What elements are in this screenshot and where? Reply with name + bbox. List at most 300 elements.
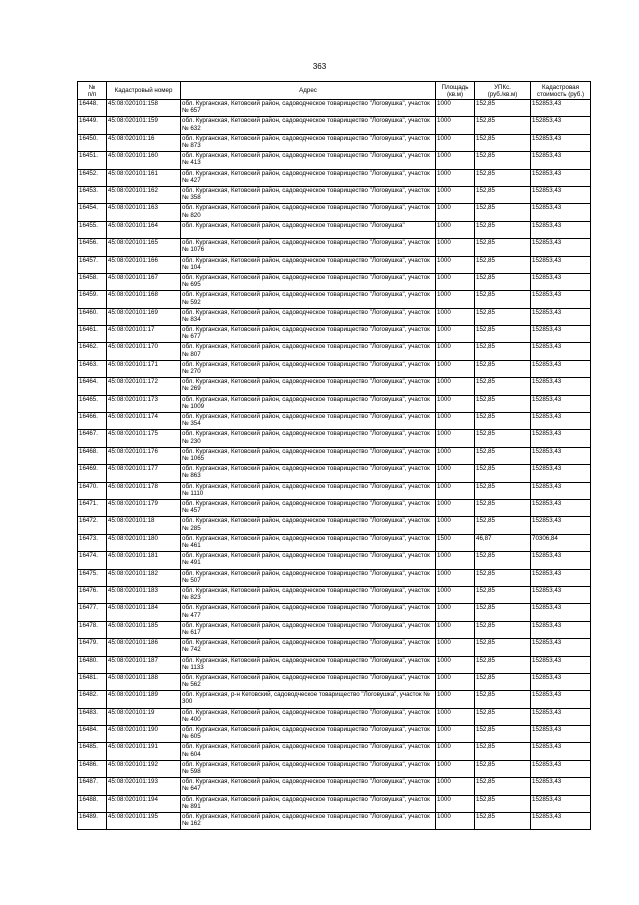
cell-cadastral-number: 45:08:020101:178 [107, 482, 181, 499]
cell-cadastral-number: 45:08:020101:195 [107, 813, 181, 830]
cell-cadastral-value: 152853,43 [531, 778, 591, 795]
cell-cadastral-value: 152853,43 [531, 656, 591, 673]
cell-address: обл. Курганская, Кетовский район, садоводческое товарищество "Логовушка", участок № 1009 [181, 395, 436, 412]
cell-row-number: 16473. [78, 534, 107, 551]
header-address: Адрес [181, 82, 436, 100]
cell-area: 1000 [436, 499, 475, 516]
table-row [78, 169, 591, 186]
cell-area: 1000 [436, 708, 475, 725]
cell-cadastral-number: 45:08:020101:184 [107, 604, 181, 621]
cell-address: обл. Курганская, Кетовский район, садоводческое товарищество "Логовушка", участок № 285 [181, 517, 436, 534]
cell-area: 1000 [436, 186, 475, 203]
table-row [78, 569, 591, 586]
cell-row-number: 16454. [78, 204, 107, 221]
cell-area: 1000 [436, 517, 475, 534]
cell-row-number: 16449. [78, 117, 107, 134]
table-body [78, 100, 591, 830]
cell-area: 1000 [436, 813, 475, 830]
table-row [78, 413, 591, 430]
cell-area: 1000 [436, 291, 475, 308]
cell-upks: 152,85 [475, 152, 531, 169]
cell-address: обл. Курганская, Кетовский район, садоводческое товарищество "Логовушка", участок № 647 [181, 778, 436, 795]
cell-address: обл. Курганская, Кетовский район, садоводческое товарищество "Логовушка", участок № 742 [181, 639, 436, 656]
cell-row-number: 16462. [78, 343, 107, 360]
cell-row-number: 16488. [78, 795, 107, 812]
table-row [78, 152, 591, 169]
table-row [78, 639, 591, 656]
cell-upks: 152,85 [475, 326, 531, 343]
cell-upks: 152,85 [475, 221, 531, 238]
cell-area: 1000 [436, 204, 475, 221]
cell-row-number: 16479. [78, 639, 107, 656]
cell-area: 1000 [436, 656, 475, 673]
cell-cadastral-value: 152853,43 [531, 134, 591, 151]
cell-upks: 152,85 [475, 586, 531, 603]
cell-cadastral-number: 45:08:020101:174 [107, 413, 181, 430]
cell-cadastral-value: 152853,43 [531, 708, 591, 725]
cell-row-number: 16482. [78, 691, 107, 708]
cell-cadastral-number: 45:08:020101:182 [107, 569, 181, 586]
cell-cadastral-number: 45:08:020101:18 [107, 517, 181, 534]
cell-cadastral-number: 45:08:020101:170 [107, 343, 181, 360]
table-row [78, 430, 591, 447]
cell-address: обл. Курганская, р-н Кетовский, садоводческое товарищество "Логовушка", участок № 300 [181, 691, 436, 708]
cell-cadastral-value: 152853,43 [531, 204, 591, 221]
cell-address: обл. Курганская, Кетовский район, садоводческое товарищество "Логовушка", участок № 162 [181, 813, 436, 830]
cell-area: 1500 [436, 534, 475, 551]
page-number: 363 [312, 62, 327, 71]
cell-cadastral-number: 45:08:020101:160 [107, 152, 181, 169]
cell-upks: 152,85 [475, 100, 531, 117]
cell-address: обл. Курганская, Кетовский район, садоводческое товарищество "Логовушка", участок № 695 [181, 273, 436, 290]
cell-row-number: 16459. [78, 291, 107, 308]
cell-upks: 152,85 [475, 691, 531, 708]
cell-cadastral-value: 152853,43 [531, 726, 591, 743]
cell-row-number: 16458. [78, 273, 107, 290]
cell-address: обл. Курганская, Кетовский район, садоводческое товарищество "Логовушка", участок № 891 [181, 795, 436, 812]
cell-row-number: 16476. [78, 586, 107, 603]
cell-address: обл. Курганская, Кетовский район, садоводческое товарищество "Логовушка", участок № 413 [181, 152, 436, 169]
cell-area: 1000 [436, 134, 475, 151]
cadastral-table [77, 81, 591, 830]
table-row [78, 134, 591, 151]
cell-cadastral-value: 152853,43 [531, 499, 591, 516]
cell-cadastral-value: 152853,43 [531, 378, 591, 395]
cell-address: обл. Курганская, Кетовский район, садоводческое товарищество "Логовушка", участок № 823 [181, 586, 436, 603]
cell-area: 1000 [436, 343, 475, 360]
cell-cadastral-number: 45:08:020101:175 [107, 430, 181, 447]
table-row [78, 395, 591, 412]
cell-address: обл. Курганская, Кетовский район, садоводческое товарищество "Логовушка", участок № 477 [181, 604, 436, 621]
table-row [78, 447, 591, 464]
cell-cadastral-value: 152853,43 [531, 743, 591, 760]
cell-area: 1000 [436, 221, 475, 238]
cell-row-number: 16452. [78, 169, 107, 186]
cell-cadastral-value: 152853,43 [531, 239, 591, 256]
cell-upks: 152,85 [475, 482, 531, 499]
cell-area: 1000 [436, 743, 475, 760]
cell-area: 1000 [436, 691, 475, 708]
table-row [78, 517, 591, 534]
cell-cadastral-value: 152853,43 [531, 152, 591, 169]
cell-upks: 152,85 [475, 343, 531, 360]
cell-row-number: 16468. [78, 447, 107, 464]
cell-cadastral-value: 152853,43 [531, 100, 591, 117]
cell-area: 1000 [436, 726, 475, 743]
cell-cadastral-number: 45:08:020101:173 [107, 395, 181, 412]
cell-address: обл. Курганская, Кетовский район, садоводческое товарищество "Логовушка", участок № 461 [181, 534, 436, 551]
cell-area: 1000 [436, 447, 475, 464]
cell-cadastral-value: 152853,43 [531, 413, 591, 430]
table-row [78, 621, 591, 638]
cell-upks: 152,85 [475, 726, 531, 743]
cell-cadastral-value: 152853,43 [531, 256, 591, 273]
cell-upks: 152,85 [475, 447, 531, 464]
cell-cadastral-value: 152853,43 [531, 360, 591, 377]
cell-cadastral-value: 152853,43 [531, 621, 591, 638]
table-row [78, 586, 591, 603]
cell-cadastral-number: 45:08:020101:172 [107, 378, 181, 395]
header-num: № п/п [78, 82, 107, 100]
cell-upks: 152,85 [475, 256, 531, 273]
cell-cadastral-number: 45:08:020101:185 [107, 621, 181, 638]
cell-cadastral-value: 152853,43 [531, 639, 591, 656]
cell-cadastral-value: 152853,43 [531, 465, 591, 482]
cell-area: 1000 [436, 760, 475, 777]
cell-upks: 152,85 [475, 186, 531, 203]
table-row [78, 465, 591, 482]
cell-area: 1000 [436, 586, 475, 603]
cell-row-number: 16450. [78, 134, 107, 151]
cell-address: обл. Курганская, Кетовский район, садоводческое товарищество "Логовушка", участок № 1110 [181, 482, 436, 499]
cell-row-number: 16453. [78, 186, 107, 203]
cell-cadastral-value: 152853,43 [531, 308, 591, 325]
table-row [78, 256, 591, 273]
table-row [78, 221, 591, 238]
cell-row-number: 16469. [78, 465, 107, 482]
cell-address: обл. Курганская, Кетовский район, садоводческое товарищество "Логовушка", участок № 1133 [181, 656, 436, 673]
cell-address: обл. Курганская, Кетовский район, садоводческое товарищество "Логовушка", участок № 677 [181, 326, 436, 343]
cell-address: обл. Курганская, Кетовский район, садоводческое товарищество "Логовушка", участок № 358 [181, 186, 436, 203]
cell-upks: 152,85 [475, 291, 531, 308]
cell-area: 1000 [436, 778, 475, 795]
cell-row-number: 16448. [78, 100, 107, 117]
cell-cadastral-value: 152853,43 [531, 326, 591, 343]
cell-address: обл. Курганская, Кетовский район, садоводческое товарищество "Логовушка", участок № 507 [181, 569, 436, 586]
cell-area: 1000 [436, 604, 475, 621]
cell-cadastral-value: 152853,43 [531, 813, 591, 830]
cell-row-number: 16470. [78, 482, 107, 499]
cell-address: обл. Курганская, Кетовский район, садоводческое товарищество "Логовушка", участок № 562 [181, 673, 436, 690]
cell-upks: 152,85 [475, 760, 531, 777]
cell-cadastral-number: 45:08:020101:190 [107, 726, 181, 743]
cell-upks: 152,85 [475, 378, 531, 395]
cell-area: 1000 [436, 273, 475, 290]
cell-row-number: 16457. [78, 256, 107, 273]
cell-address: обл. Курганская, Кетовский район, садоводческое товарищество "Логовушка", участок № 457 [181, 499, 436, 516]
cell-row-number: 16474. [78, 552, 107, 569]
cell-cadastral-value: 152853,43 [531, 291, 591, 308]
cell-upks: 152,85 [475, 813, 531, 830]
cell-area: 1000 [436, 169, 475, 186]
cell-address: обл. Курганская, Кетовский район, садоводческое товарищество "Логовушка", участок № 604 [181, 743, 436, 760]
cell-upks: 152,85 [475, 708, 531, 725]
cell-address: обл. Курганская, Кетовский район, садоводческое товарищество "Логовушка", участок № 807 [181, 343, 436, 360]
cell-upks: 152,85 [475, 465, 531, 482]
cell-area: 1000 [436, 569, 475, 586]
cell-address: обл. Курганская, Кетовский район, садоводческое товарищество "Логовушка", участок № 605 [181, 726, 436, 743]
table-row [78, 326, 591, 343]
cell-cadastral-value: 152853,43 [531, 517, 591, 534]
cell-cadastral-number: 45:08:020101:180 [107, 534, 181, 551]
cell-row-number: 16478. [78, 621, 107, 638]
cell-address: обл. Курганская, Кетовский район, садоводческое товарищество "Логовушка", участок № 104 [181, 256, 436, 273]
cell-cadastral-number: 45:08:020101:165 [107, 239, 181, 256]
cell-address: обл. Курганская, Кетовский район, садоводческое товарищество "Логовушка", участок № 592 [181, 291, 436, 308]
cell-area: 1000 [436, 152, 475, 169]
cell-upks: 152,85 [475, 413, 531, 430]
cell-cadastral-number: 45:08:020101:162 [107, 186, 181, 203]
cell-upks: 152,85 [475, 673, 531, 690]
cell-row-number: 16466. [78, 413, 107, 430]
table-row [78, 708, 591, 725]
cell-area: 1000 [436, 326, 475, 343]
cell-cadastral-value: 152853,43 [531, 604, 591, 621]
cell-area: 1000 [436, 256, 475, 273]
cell-cadastral-number: 45:08:020101:189 [107, 691, 181, 708]
cell-cadastral-value: 152853,43 [531, 795, 591, 812]
cell-cadastral-number: 45:08:020101:17 [107, 326, 181, 343]
cell-cadastral-value: 152853,43 [531, 586, 591, 603]
table-header-row [78, 82, 591, 100]
cell-address: обл. Курганская, Кетовский район, садоводческое товарищество "Логовушка", участок № 491 [181, 552, 436, 569]
cell-row-number: 16484. [78, 726, 107, 743]
cell-area: 1000 [436, 378, 475, 395]
cell-area: 1000 [436, 308, 475, 325]
table-row [78, 239, 591, 256]
table-row [78, 604, 591, 621]
cell-address: обл. Курганская, Кетовский район, садоводческое товарищество "Логовушка", участок № 834 [181, 308, 436, 325]
cell-address: обл. Курганская, Кетовский район, садоводческое товарищество "Логовушка", участок № 657 [181, 100, 436, 117]
cell-upks: 152,85 [475, 273, 531, 290]
cell-row-number: 16451. [78, 152, 107, 169]
cell-upks: 152,85 [475, 117, 531, 134]
table-row [78, 499, 591, 516]
cell-cadastral-value: 152853,43 [531, 569, 591, 586]
cell-cadastral-value: 152853,43 [531, 760, 591, 777]
table-row [78, 117, 591, 134]
table-row [78, 760, 591, 777]
cell-address: обл. Курганская, Кетовский район, садоводческое товарищество "Логовушка", участок № 1065 [181, 447, 436, 464]
cell-cadastral-number: 45:08:020101:177 [107, 465, 181, 482]
cell-row-number: 16487. [78, 778, 107, 795]
table-row [78, 343, 591, 360]
cell-cadastral-number: 45:08:020101:183 [107, 586, 181, 603]
cell-upks: 152,85 [475, 795, 531, 812]
header-upks: УПКс. (руб./кв.м) [475, 82, 531, 100]
cell-upks: 152,85 [475, 430, 531, 447]
cell-address: обл. Курганская, Кетовский район, садоводческое товарищество "Логовушка", участок № 230 [181, 430, 436, 447]
cell-cadastral-number: 45:08:020101:159 [107, 117, 181, 134]
cell-address: обл. Курганская, Кетовский район, садоводческое товарищество "Логовушка", участок № 820 [181, 204, 436, 221]
cell-cadastral-number: 45:08:020101:158 [107, 100, 181, 117]
cell-address: обл. Курганская, Кетовский район, садоводческое товарищество "Логовушка", участок № 863 [181, 465, 436, 482]
cell-upks: 152,85 [475, 169, 531, 186]
table-row [78, 534, 591, 551]
cell-row-number: 16475. [78, 569, 107, 586]
cell-cadastral-number: 45:08:020101:169 [107, 308, 181, 325]
cell-cadastral-number: 45:08:020101:168 [107, 291, 181, 308]
cell-cadastral-value: 152853,43 [531, 221, 591, 238]
cell-address: обл. Курганская, Кетовский район, садоводческое товарищество "Логовушка", участок № 400 [181, 708, 436, 725]
cell-area: 1000 [436, 395, 475, 412]
header-cadastral-value: Кадастровая стоимость (руб.) [531, 82, 591, 100]
cell-upks: 152,85 [475, 308, 531, 325]
header-cadastral-number: Кадастровый номер [107, 82, 181, 100]
cell-area: 1000 [436, 430, 475, 447]
cell-address: обл. Курганская, Кетовский район, садоводческое товарищество "Логовушка", участок № 598 [181, 760, 436, 777]
cell-address: обл. Курганская, Кетовский район, садоводческое товарищество "Логовушка", участок № 269 [181, 378, 436, 395]
cell-cadastral-number: 45:08:020101:179 [107, 499, 181, 516]
cell-row-number: 16464. [78, 378, 107, 395]
cell-area: 1000 [436, 413, 475, 430]
cell-cadastral-number: 45:08:020101:192 [107, 760, 181, 777]
cell-cadastral-value: 152853,43 [531, 273, 591, 290]
cell-cadastral-value: 152853,43 [531, 552, 591, 569]
cell-address: обл. Курганская, Кетовский район, садоводческое товарищество "Логовушка", участок № 873 [181, 134, 436, 151]
cell-cadastral-value: 152853,43 [531, 447, 591, 464]
cell-row-number: 16467. [78, 430, 107, 447]
cell-cadastral-value: 152853,43 [531, 395, 591, 412]
cell-area: 1000 [436, 673, 475, 690]
cell-row-number: 16455. [78, 221, 107, 238]
cell-upks: 152,85 [475, 517, 531, 534]
cell-cadastral-number: 45:08:020101:166 [107, 256, 181, 273]
cell-cadastral-number: 45:08:020101:16 [107, 134, 181, 151]
table-row [78, 291, 591, 308]
header-area: Площадь (кв.м) [436, 82, 475, 100]
table-row [78, 378, 591, 395]
cell-cadastral-number: 45:08:020101:191 [107, 743, 181, 760]
cell-cadastral-number: 45:08:020101:163 [107, 204, 181, 221]
cell-upks: 152,85 [475, 552, 531, 569]
cell-area: 1000 [436, 117, 475, 134]
cell-row-number: 16481. [78, 673, 107, 690]
cell-address: обл. Курганская, Кетовский район, садоводческое товарищество "Логовушка", участок № 270 [181, 360, 436, 377]
cell-cadastral-value: 152853,43 [531, 343, 591, 360]
cell-cadastral-value: 152853,43 [531, 169, 591, 186]
table-row [78, 813, 591, 830]
table-row [78, 691, 591, 708]
cell-row-number: 16485. [78, 743, 107, 760]
cell-address: обл. Курганская, Кетовский район, садоводческое товарищество "Логовушка", участок № 617 [181, 621, 436, 638]
cell-cadastral-number: 45:08:020101:19 [107, 708, 181, 725]
table-row [78, 743, 591, 760]
cell-area: 1000 [436, 239, 475, 256]
table-row [78, 360, 591, 377]
cell-row-number: 16460. [78, 308, 107, 325]
table-row [78, 656, 591, 673]
table-row [78, 552, 591, 569]
table-row [78, 186, 591, 203]
cell-row-number: 16477. [78, 604, 107, 621]
cell-upks: 152,85 [475, 360, 531, 377]
cell-address: обл. Курганская, Кетовский район, садоводческое товарищество "Логовушка", участок № 632 [181, 117, 436, 134]
cell-upks: 152,85 [475, 569, 531, 586]
table-row [78, 308, 591, 325]
cell-cadastral-value: 152853,43 [531, 430, 591, 447]
cell-upks: 152,85 [475, 656, 531, 673]
cell-upks: 152,85 [475, 499, 531, 516]
cell-upks: 152,85 [475, 778, 531, 795]
cell-upks: 152,85 [475, 134, 531, 151]
cell-upks: 152,85 [475, 621, 531, 638]
cell-cadastral-number: 45:08:020101:171 [107, 360, 181, 377]
table-row [78, 100, 591, 117]
cell-cadastral-number: 45:08:020101:164 [107, 221, 181, 238]
table-row [78, 273, 591, 290]
table-row [78, 482, 591, 499]
cell-row-number: 16489. [78, 813, 107, 830]
table-row [78, 778, 591, 795]
table-row [78, 726, 591, 743]
cell-cadastral-number: 45:08:020101:167 [107, 273, 181, 290]
cell-cadastral-value: 152853,43 [531, 117, 591, 134]
table-row [78, 673, 591, 690]
cell-row-number: 16486. [78, 760, 107, 777]
cell-area: 1000 [436, 552, 475, 569]
cell-area: 1000 [436, 465, 475, 482]
cell-upks: 152,85 [475, 743, 531, 760]
cell-row-number: 16465. [78, 395, 107, 412]
cell-cadastral-number: 45:08:020101:181 [107, 552, 181, 569]
cell-cadastral-number: 45:08:020101:161 [107, 169, 181, 186]
cell-row-number: 16480. [78, 656, 107, 673]
cell-row-number: 16471. [78, 499, 107, 516]
cell-cadastral-number: 45:08:020101:194 [107, 795, 181, 812]
table-row [78, 795, 591, 812]
cell-cadastral-number: 45:08:020101:193 [107, 778, 181, 795]
cell-row-number: 16483. [78, 708, 107, 725]
cell-cadastral-number: 45:08:020101:187 [107, 656, 181, 673]
cell-cadastral-value: 70306,84 [531, 534, 591, 551]
cell-cadastral-value: 152853,43 [531, 673, 591, 690]
cell-upks: 152,85 [475, 239, 531, 256]
cell-address: обл. Курганская, Кетовский район, садоводческое товарищество "Логовушка", участок № 1076 [181, 239, 436, 256]
cell-address: обл. Курганская, Кетовский район, садоводческое товарищество "Логовушка", участок № 427 [181, 169, 436, 186]
cell-area: 1000 [436, 621, 475, 638]
cell-upks: 152,85 [475, 395, 531, 412]
cell-row-number: 16463. [78, 360, 107, 377]
cell-cadastral-number: 45:08:020101:186 [107, 639, 181, 656]
cell-upks: 152,85 [475, 204, 531, 221]
cell-upks: 46,87 [475, 534, 531, 551]
cell-area: 1000 [436, 482, 475, 499]
cell-cadastral-number: 45:08:020101:188 [107, 673, 181, 690]
cell-cadastral-value: 152853,43 [531, 186, 591, 203]
cell-area: 1000 [436, 639, 475, 656]
cell-upks: 152,85 [475, 604, 531, 621]
cell-cadastral-value: 152853,43 [531, 482, 591, 499]
cell-upks: 152,85 [475, 639, 531, 656]
cell-row-number: 16472. [78, 517, 107, 534]
cell-area: 1000 [436, 360, 475, 377]
cell-cadastral-value: 152853,43 [531, 691, 591, 708]
cell-address: обл. Курганская, Кетовский район, садоводческое товарищество "Логовушка", участок № 354 [181, 413, 436, 430]
cell-area: 1000 [436, 100, 475, 117]
cell-row-number: 16461. [78, 326, 107, 343]
cell-address: обл. Курганская, Кетовский район, садоводческое товарищество "Логовушка" [181, 221, 436, 238]
